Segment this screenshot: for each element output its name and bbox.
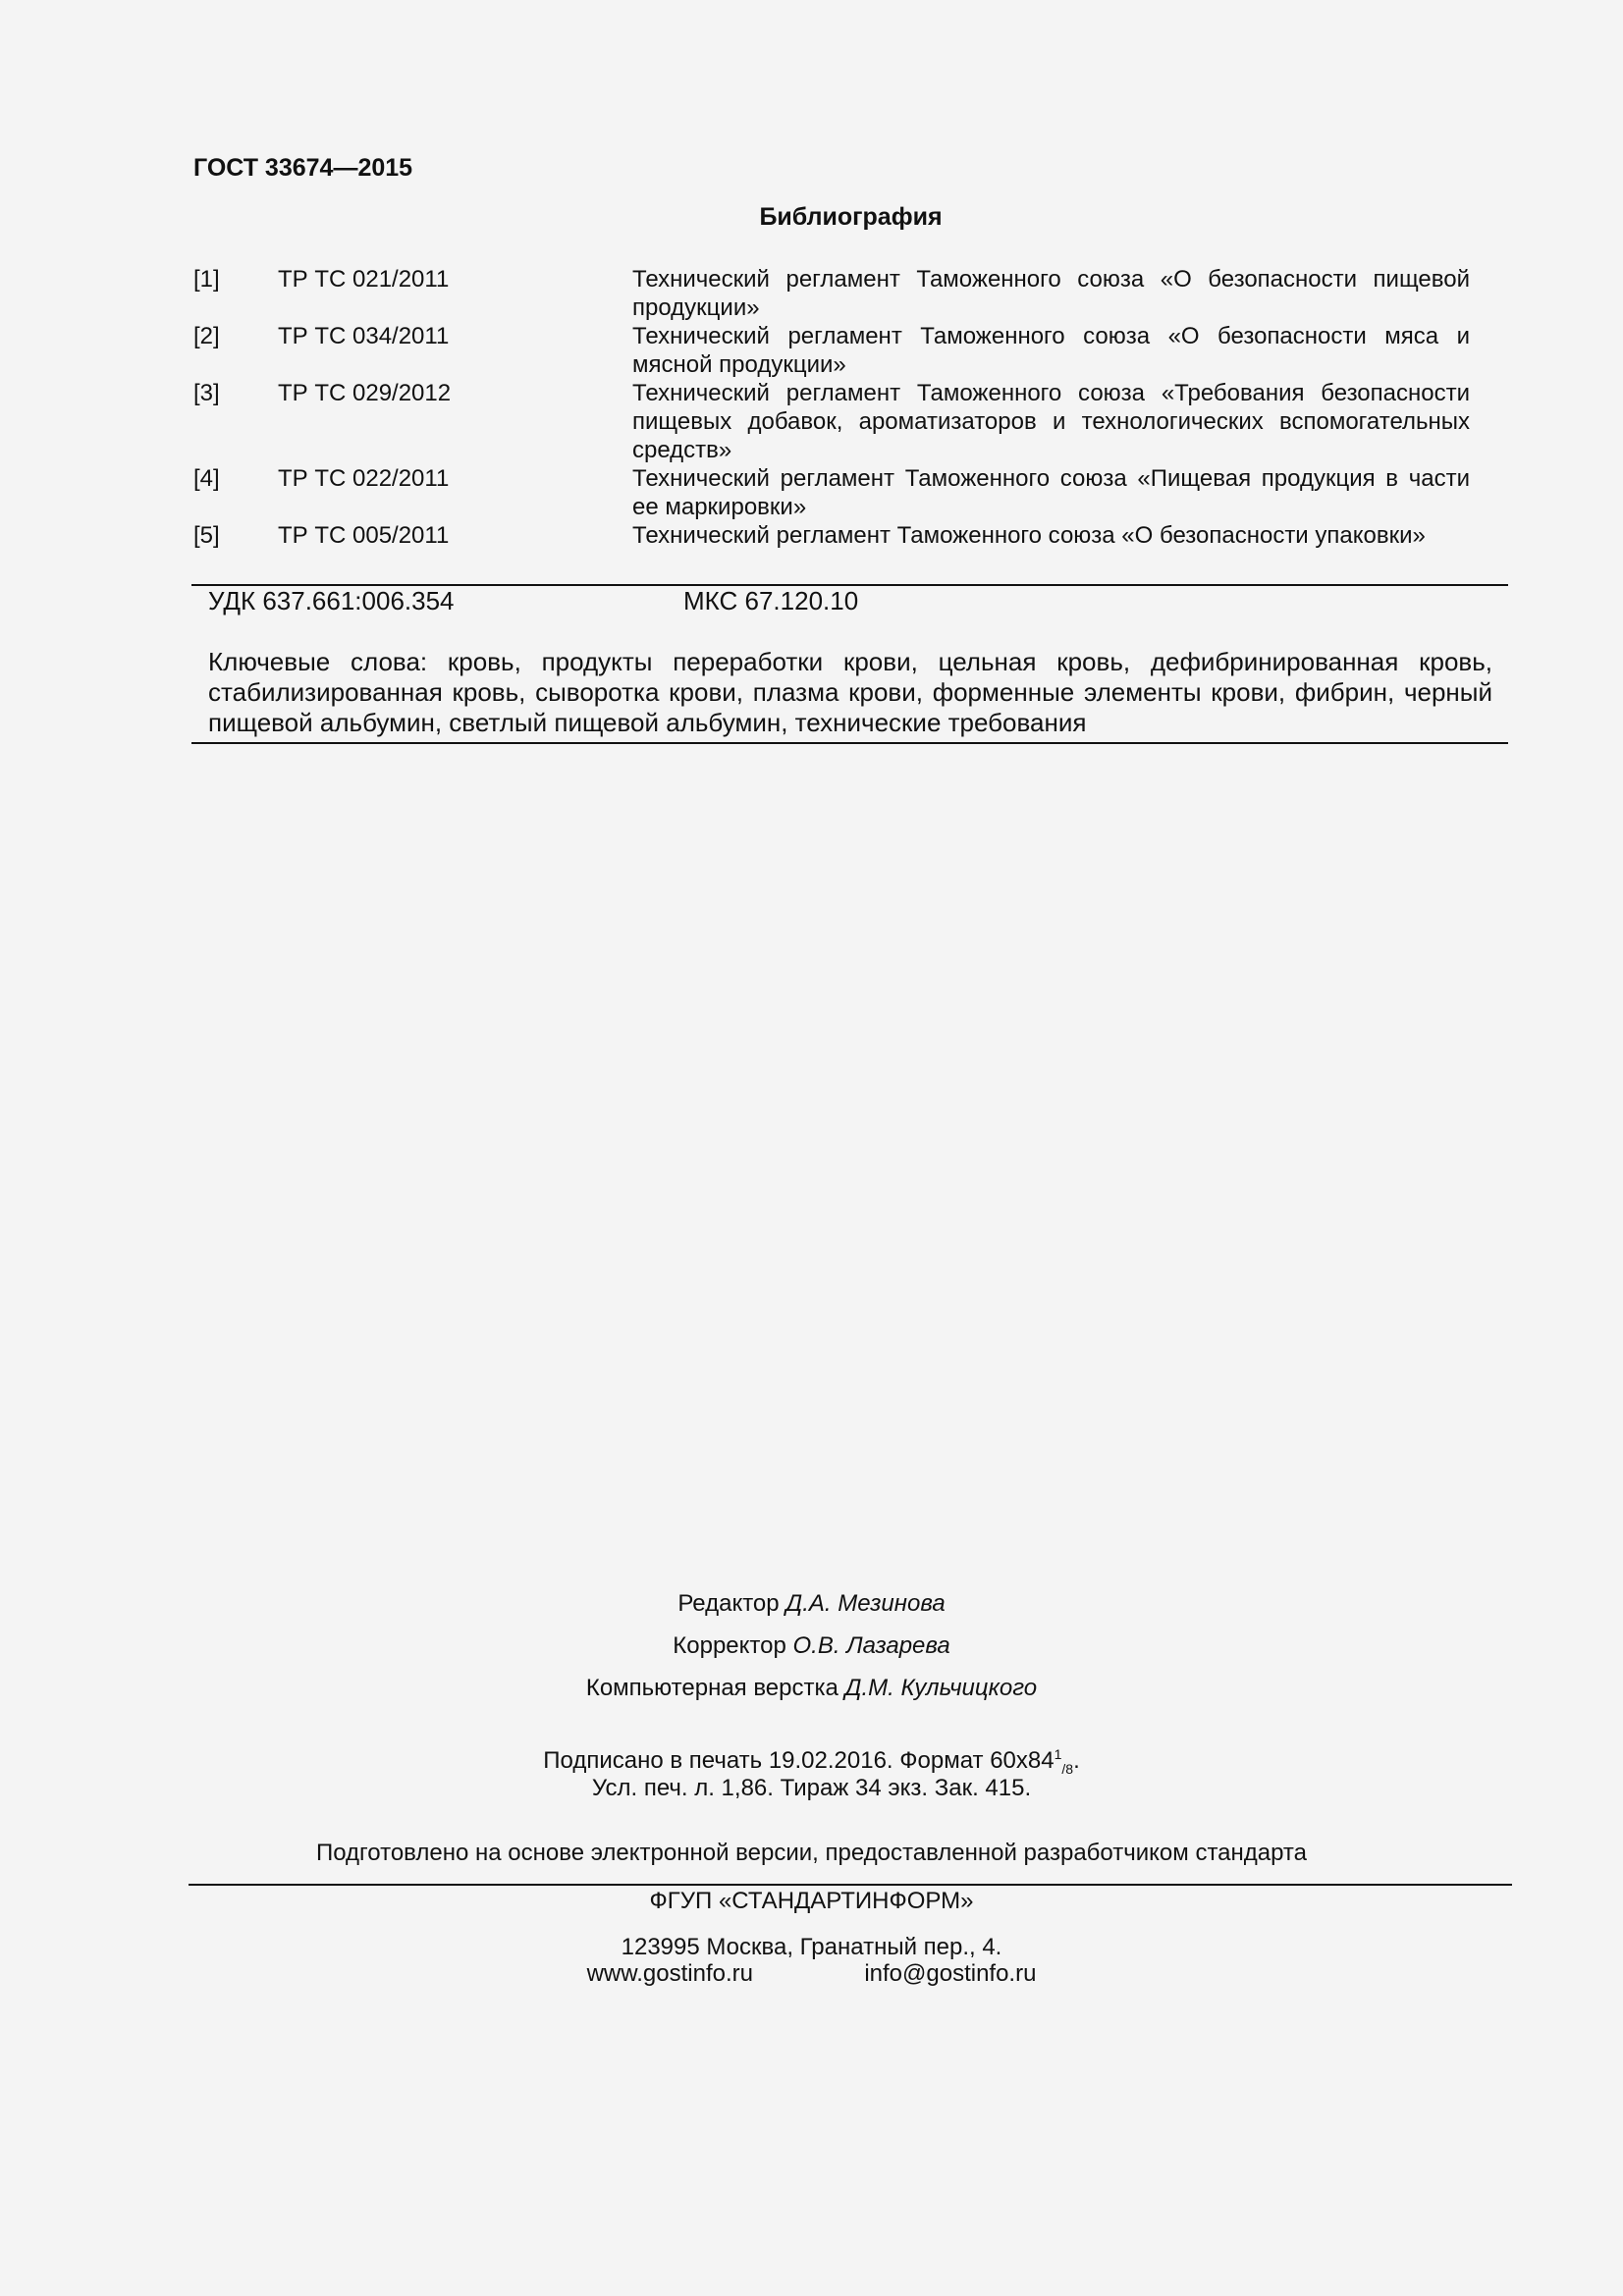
format-end: . [1073,1747,1080,1774]
bibliography-item-text: Технический регламент Таможенного союза «О безопасности мяса и мясной продукции» [632,323,1470,378]
bibliography-item-number: [3] [193,380,220,406]
signed-text: Подписано в печать 19.02.2016. Формат 60x84 [543,1747,1055,1774]
editor-label: Редактор [677,1590,780,1617]
bibliography-item-code: ТР ТС 034/2011 [278,323,450,349]
corrector-name: О.В. Лазарева [792,1632,950,1659]
bibliography-item [193,521,1470,550]
udc-code: УДК 637.661:006.354 [208,586,455,615]
format-subscript: /8 [1061,1760,1074,1777]
contact-line [0,1960,1623,1988]
bibliography-item-number: [4] [193,465,220,492]
corrector-line [0,1632,1623,1660]
bibliography-list [193,265,1470,550]
bibliography-item-number: [1] [193,266,220,293]
bibliography-item [193,322,1470,379]
prepared-note: Подготовлено на основе электронной версии, предоставленной разработчиком стандарта [315,1840,1308,1866]
bibliography-item-text: Технический регламент Таможенного союза «Требования безопасности пищевых добавок, ароматизаторов и технологических вспомогательных средств» [632,380,1470,463]
bibliography-item-number: [5] [193,522,220,549]
bibliography-item-text: Технический регламент Таможенного союза «О безопасности пищевой продукции» [632,266,1470,321]
bibliography-item-text: Технический регламент Таможенного союза «Пищевая продукция в части ее маркировки» [632,465,1470,520]
bibliography-item-code: ТР ТС 005/2011 [278,522,450,549]
publisher-divider [189,1884,1512,1886]
document-code: ГОСТ 33674—2015 [193,154,413,182]
editor-line [0,1590,1623,1618]
layout-line [0,1675,1623,1702]
corrector-label: Корректор [673,1632,786,1659]
bibliography-title: Библиография [759,203,943,231]
bibliography-item-code: ТР ТС 029/2012 [278,380,452,406]
bottom-divider [191,742,1508,744]
editor-name: Д.А. Мезинова [785,1590,946,1617]
publisher-name: ФГУП «СТАНДАРТИНФОРМ» [649,1888,974,1914]
bibliography-item [193,265,1470,322]
bibliography-item [193,379,1470,464]
publisher-address: 123995 Москва, Гранатный пер., 4. [621,1934,1002,1960]
bibliography-item-text: Технический регламент Таможенного союза «О безопасности упаковки» [632,522,1426,549]
bibliography-item-code: ТР ТС 021/2011 [278,266,450,293]
layout-label: Компьютерная верстка [585,1675,839,1701]
mks-code: МКС 67.120.10 [683,586,859,615]
layout-name: Д.М. Кульчицкого [844,1675,1038,1701]
print-details: Усл. печ. л. 1,86. Тираж 34 экз. Зак. 415. [591,1775,1032,1801]
format-superscript: 1 [1054,1746,1062,1762]
email-link[interactable]: info@gostinfo.ru [864,1960,1037,1987]
keywords-paragraph: Ключевые слова: кровь, продукты переработки крови, цельная кровь, дефибринированная кровь, стабилизированная кровь, сыворотка крови, плазма крови, форменные элементы крови, фибрин, черный пищевой альбумин, светлый пищевой альбумин, технические требования [208,647,1492,737]
signed-line [0,1746,1623,1777]
website-link[interactable]: www.gostinfo.ru [586,1960,753,1987]
bibliography-item [193,464,1470,521]
bibliography-item-code: ТР ТС 022/2011 [278,465,450,492]
bibliography-item-number: [2] [193,323,220,349]
